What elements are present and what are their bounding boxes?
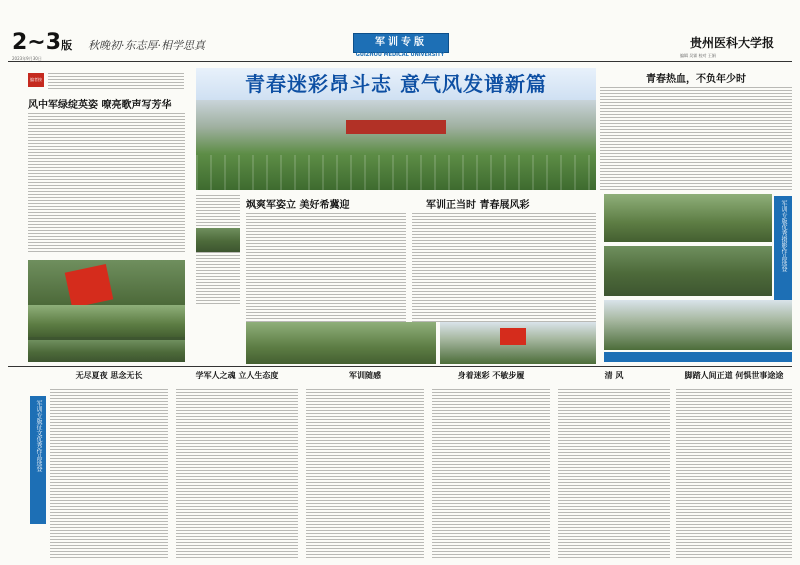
bottom-headline-1: 无尽夏夜 思念无长 [75, 370, 143, 380]
right-vertical-tag [774, 196, 792, 300]
stage [346, 120, 446, 134]
middle-photo-left [196, 228, 240, 252]
banner-title-text: 青春迷彩昂斗志 意气风发谱新篇 [245, 72, 547, 96]
section-badge-label: 军训专版 [375, 37, 427, 48]
bottom-article-4 [432, 370, 550, 560]
editors-note-label: 编者按 [30, 77, 42, 82]
center-photo-squad [246, 322, 436, 364]
middle-article-1-body [246, 212, 406, 322]
university-en: GUIZHOU MEDICAL UNIVERSITY [355, 52, 445, 58]
red-flag [65, 264, 114, 308]
center-photo-flag [440, 322, 596, 364]
middle-headline-1: 飒爽军姿立 美好希冀迎 [246, 200, 350, 211]
bottom-divider [8, 366, 792, 367]
bottom-headline-4: 身着迷彩 不敏步履 [457, 370, 525, 380]
photo-credits [604, 352, 792, 362]
left-article-body [28, 112, 185, 252]
bottom-headline-5: 清 风 [604, 370, 624, 380]
paper-title: 贵州医科大学报 [690, 36, 775, 50]
bottom-article-3-body [306, 388, 424, 558]
page-number [12, 30, 72, 55]
page-number-value: 2~3 [12, 30, 62, 55]
middle-article-2-body [412, 212, 596, 322]
center-stadium-photo [196, 100, 596, 190]
motto: 秋晚初·东志厚·相学思真 [88, 39, 205, 52]
national-flag [500, 328, 526, 345]
bottom-articles [50, 370, 792, 560]
section-badge [353, 33, 449, 53]
bottom-article-4-body [432, 388, 550, 558]
date-line: 2023年9月30日 [12, 56, 42, 61]
right-vertical-tag-label: 军训专版优秀摄影作品选登 [780, 200, 787, 272]
bottom-article-5-body [558, 388, 670, 558]
bottom-article-1-body [50, 388, 168, 558]
bottom-article-1 [50, 370, 168, 560]
bottom-vertical-tag [30, 396, 46, 524]
bottom-headline-2: 学军人之魂 立人生态度 [195, 370, 279, 380]
bottom-article-2-body [176, 388, 298, 558]
editors-note-tag [28, 73, 44, 87]
bottom-article-5 [558, 370, 670, 560]
banner-title [196, 68, 596, 100]
left-headline: 风中军绿绽英姿 嘹亮歌声写芳华 [28, 100, 172, 111]
right-headline: 青春热血，不负年少时 [646, 74, 746, 85]
editor-line: 编辑 吴霖 校对 王娟 [680, 53, 716, 58]
bottom-article-3 [306, 370, 424, 560]
bottom-vertical-tag-label: 军训专版征文优秀作品选登 [35, 400, 42, 472]
left-photo-formation-1 [28, 305, 185, 337]
page-suffix: 版 [61, 39, 73, 52]
bottom-article-2 [176, 370, 298, 560]
right-article-body [600, 86, 792, 191]
right-photo-rifle [604, 246, 772, 296]
masthead [0, 0, 800, 62]
bottom-headline-3: 军训随感 [349, 370, 381, 380]
editors-note-body [48, 72, 184, 90]
bottom-headline-6: 脚踏人间正道 何惧世事途途 [684, 370, 784, 380]
field-lines [196, 155, 596, 190]
masthead-rule [8, 61, 792, 62]
right-photo-marching [604, 194, 772, 242]
left-photo-formation-2 [28, 340, 185, 362]
bottom-article-6-body [676, 388, 792, 558]
right-photo-drill [604, 300, 792, 350]
middle-headline-2: 军训正当时 青春展风彩 [426, 200, 530, 211]
bottom-article-6 [676, 370, 792, 560]
